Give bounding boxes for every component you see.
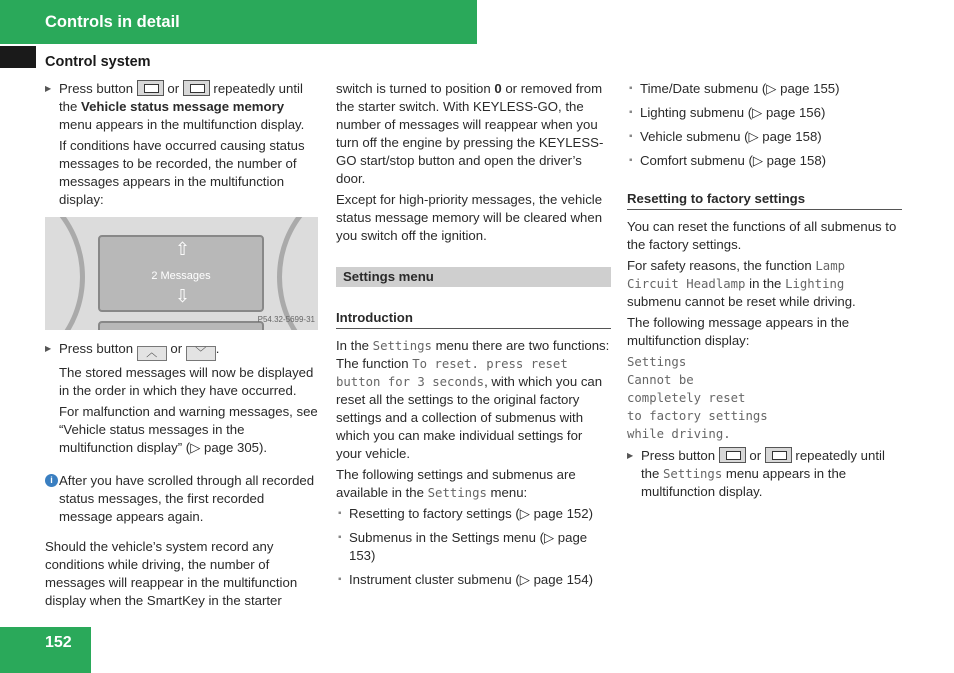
message-line: Settings [627, 355, 687, 369]
info-icon: i [45, 474, 58, 487]
list-item: ▪ Comfort submenu (▷ page 158) [627, 152, 902, 170]
paragraph: Should the vehicle’s system record any conditions while driving, the number of messages will reappear in the multifunction display when the SmartKey in the starter [45, 539, 298, 608]
reset-heading: Resetting to factory settings [627, 190, 902, 210]
multifunction-button-icon [137, 80, 164, 96]
settings-menu-heading: Settings menu [336, 267, 611, 287]
column-3 [627, 80, 902, 504]
submenu-list [336, 505, 611, 589]
column-2 [336, 80, 611, 595]
multifunction-button-icon [765, 447, 792, 463]
lower-display [98, 321, 264, 330]
column-1 [45, 80, 320, 613]
chapter-title: Controls in detail [45, 13, 180, 31]
message-line: while driving. [627, 427, 731, 441]
arrow-down-icon: ⇩ [175, 286, 191, 306]
step-press-button-3: ▶ Press button or repeatedly until the Settings menu appears in the multifunction display. [627, 447, 902, 501]
paragraph: For malfunction and warning messages, see “Vehicle status messages in the multifunction display” (▷ page 305). [59, 404, 318, 455]
arrow-up-icon: ⇧ [175, 239, 191, 259]
multifunction-button-icon [719, 447, 746, 463]
display-message-block [627, 353, 902, 443]
list-item: ▪ Resetting to factory settings (▷ page 152) [336, 505, 611, 523]
gauge-arc-left [45, 217, 85, 330]
section-title: Control system [45, 54, 151, 70]
multifunction-button-icon [183, 80, 210, 96]
page-number: 152 [45, 634, 72, 651]
chevron-down-icon: ﹀ [186, 346, 216, 361]
list-item: ▪ Time/Date submenu (▷ page 155) [627, 80, 902, 98]
paragraph: The following message appears in the multifunction display: [627, 315, 850, 348]
message-line: to factory settings [627, 409, 768, 423]
message-line: Cannot be [627, 373, 694, 387]
paragraph: In the Settings menu there are two functions: The function To reset. press reset button for 3 seconds, with which you can reset all the settings to the original factory settings and a collection of submenus with which you can make individual settings for your vehicle. [336, 338, 610, 461]
paragraph: For safety reasons, the function Lamp Circuit Headlamp in the Lighting submenu cannot be reset while driving. [627, 258, 856, 309]
image-code: P54.32-5699-31 [257, 315, 315, 324]
submenu-list [627, 80, 902, 170]
instrument-cluster-image [45, 217, 318, 330]
multifunction-display [98, 235, 264, 312]
list-item: ▪ Instrument cluster submenu (▷ page 154) [336, 571, 611, 589]
chevron-up-icon: ︿ [137, 346, 167, 361]
paragraph: switch is turned to position 0 or removed from the starter switch. With KEYLESS-GO, the number of messages will reappear when you turn off the engine by pressing the KEYLESS-GO start/stop button and open the driver’s door. [336, 81, 604, 186]
step-press-button-2: ▶ Press button ︿ or ﹀ . [45, 340, 320, 361]
paragraph: The following settings and submenus are available in the Settings menu: [336, 467, 576, 500]
display-message: 2 Messages [151, 270, 211, 282]
page-number-box [0, 627, 91, 673]
paragraph: If conditions have occurred causing status messages to be recorded, the number of messages appears in the multifunction display: [59, 138, 305, 207]
step-press-button-1: ▶ Press button or repeatedly until the Vehicle status message memory menu appears in the multifunction display. [45, 80, 320, 134]
info-note: i After you have scrolled through all recorded status messages, the first recorded message appears again. [45, 472, 320, 526]
paragraph: Except for high-priority messages, the vehicle status message memory will be cleared when you switch off the ignition. [336, 192, 603, 243]
paragraph: The stored messages will now be displayed in the order in which they have occurred. [59, 365, 314, 398]
introduction-heading: Introduction [336, 309, 611, 329]
list-item: ▪ Submenus in the Settings menu (▷ page 153) [336, 529, 611, 565]
list-item: ▪ Vehicle submenu (▷ page 158) [627, 128, 902, 146]
paragraph: You can reset the functions of all submenus to the factory settings. [627, 219, 897, 252]
section-marker [0, 46, 36, 68]
list-item: ▪ Lighting submenu (▷ page 156) [627, 104, 902, 122]
message-line: completely reset [627, 391, 746, 405]
